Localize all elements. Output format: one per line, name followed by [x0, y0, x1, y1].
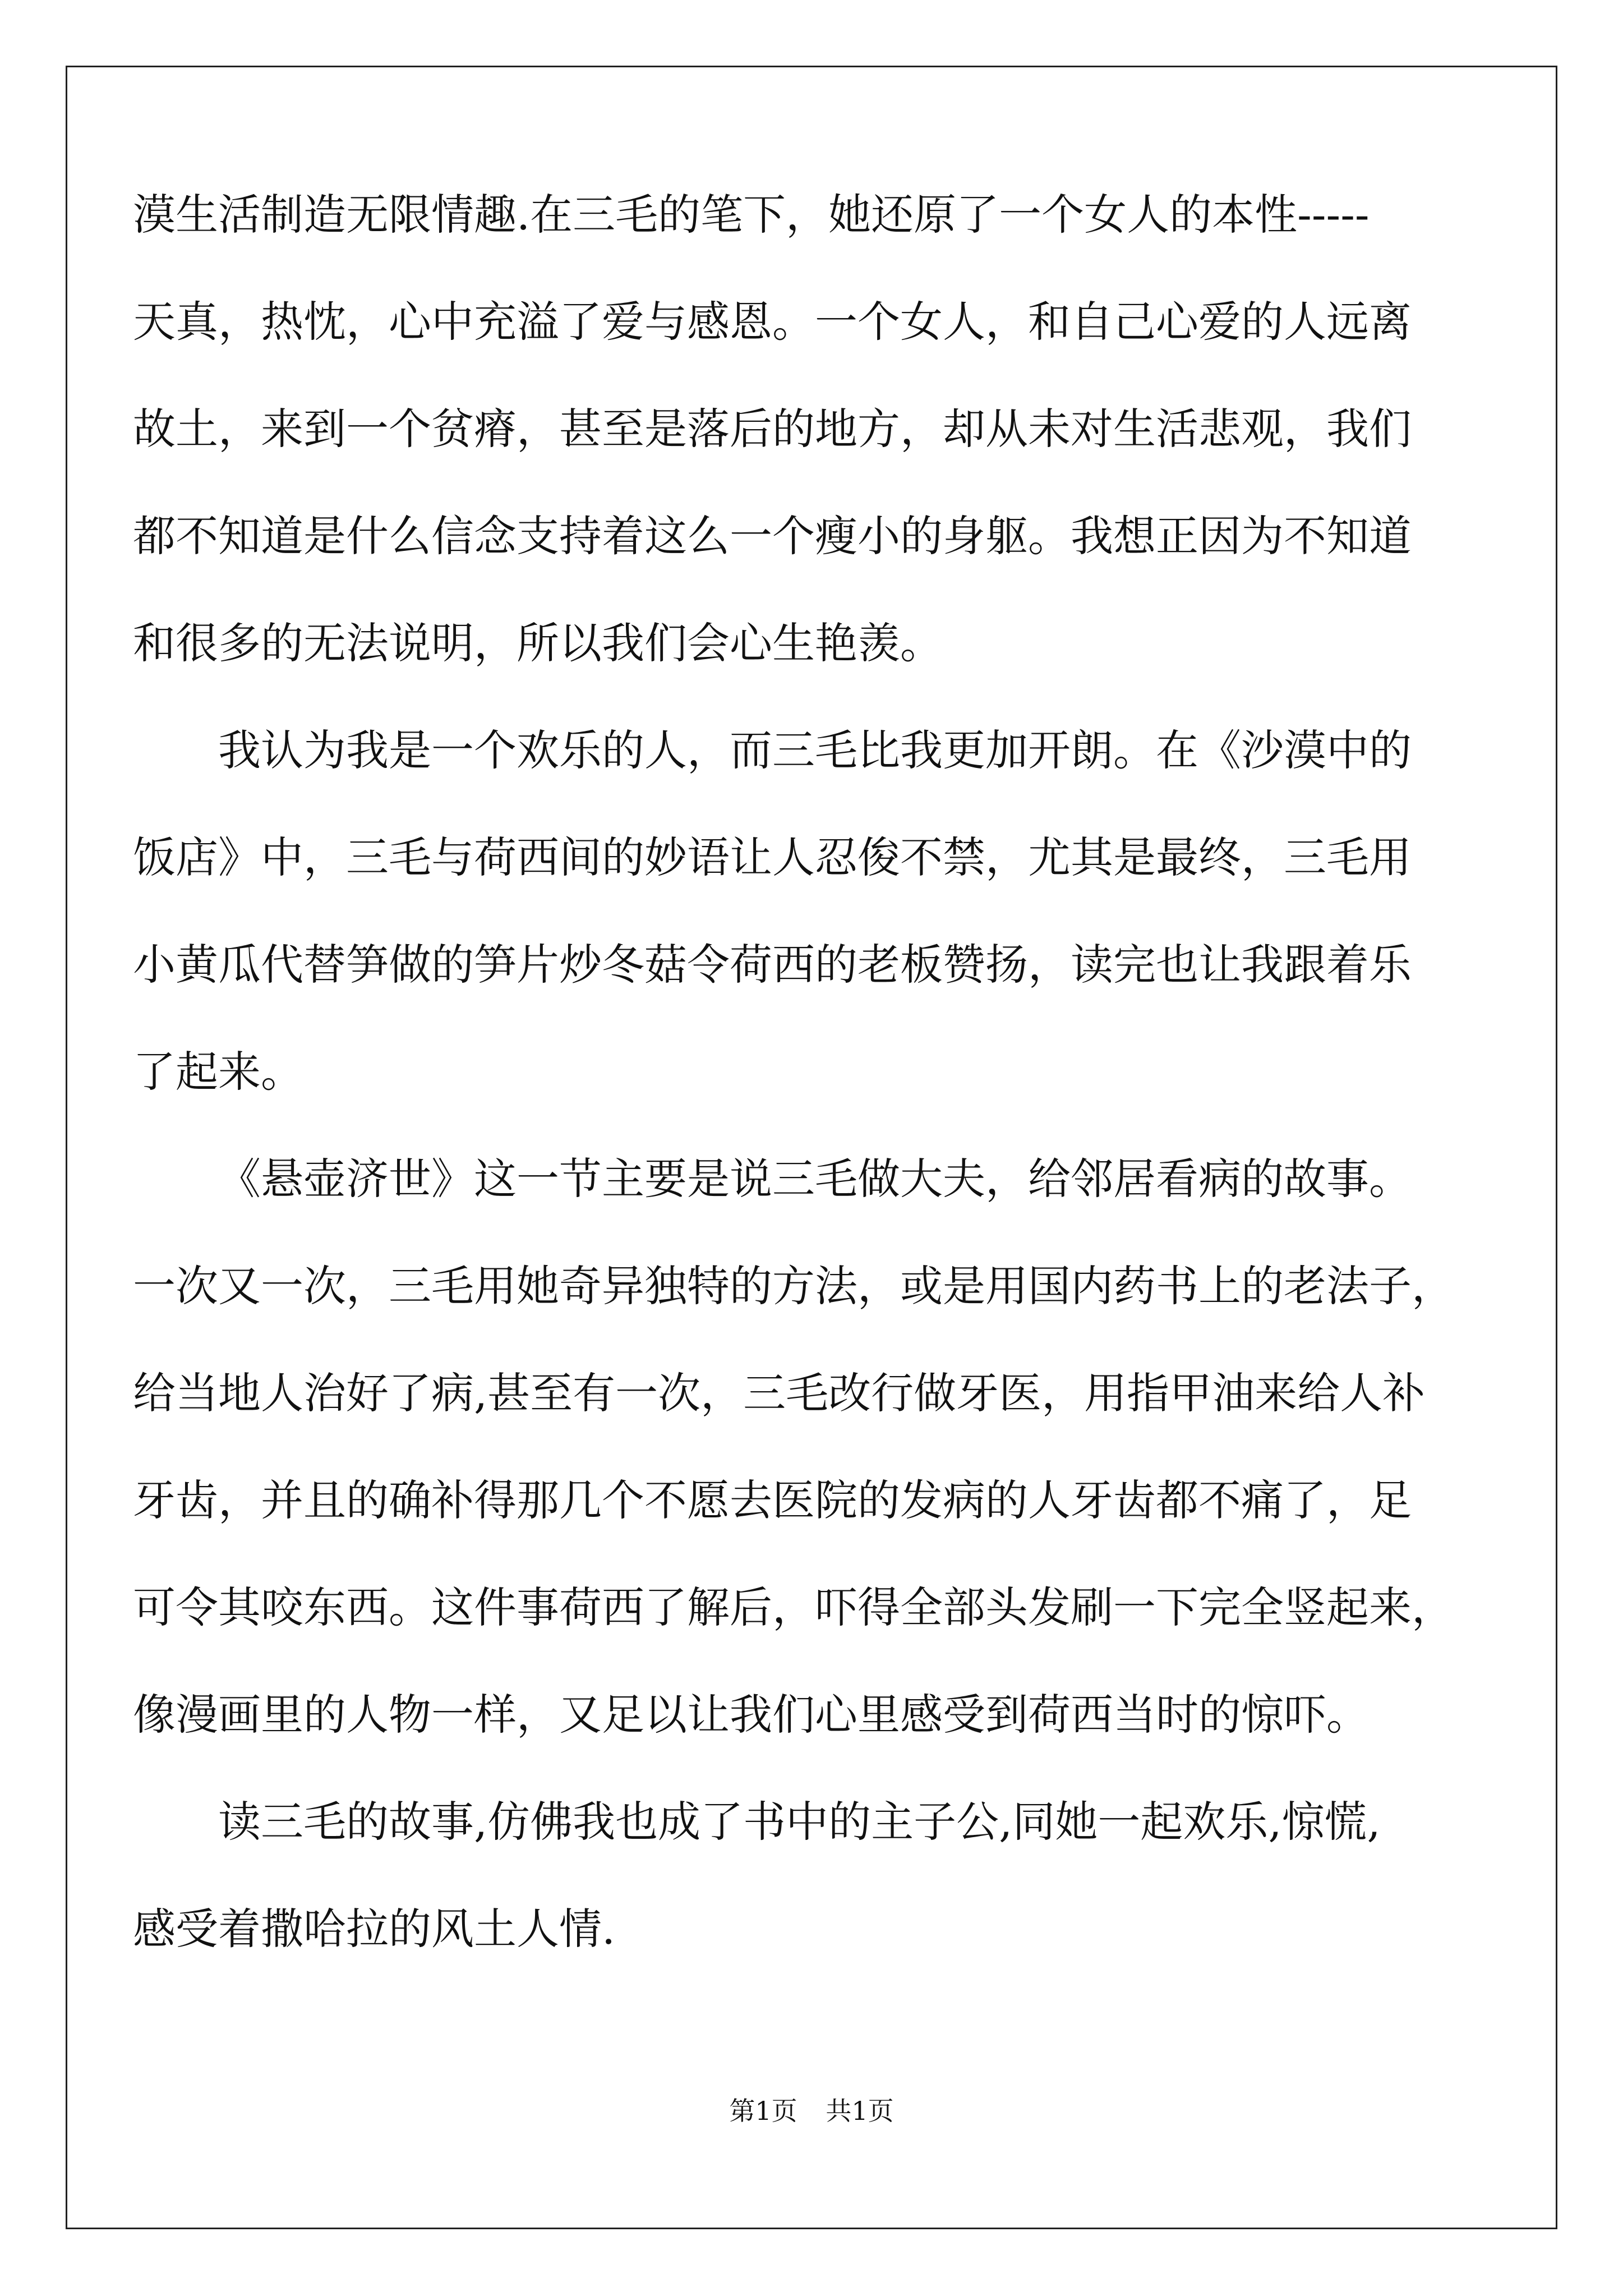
text-line: 像漫画里的人物一样，又足以让我们心里感受到荷西当时的惊吓。 — [133, 1690, 1369, 1740]
page-number-current: 第1页 — [729, 2096, 797, 2126]
text-line: 给当地人治好了病,甚至有一次，三毛改行做牙医，用指甲油来给人补 — [133, 1368, 1426, 1418]
text-line: 感受着撒哈拉的风土人情. — [133, 1904, 616, 1954]
paragraph — [133, 190, 1445, 729]
text-line: 可令其咬东西。这件事荷西了解后，吓得全部头发刷一下完全竖起来， — [133, 1582, 1454, 1632]
text-line: 了起来。 — [133, 1047, 303, 1097]
page-number-total: 共1页 — [826, 2096, 894, 2126]
text-line: 一次又一次，三毛用她奇异独特的方法，或是用国内药书上的老法子， — [133, 1261, 1454, 1311]
text-line: 牙齿，并且的确补得那几个不愿去医院的发病的人牙齿都不痛了，足 — [133, 1475, 1412, 1525]
text-line: 故土，来到一个贫瘠，甚至是落后的地方，却从未对生活悲观，我们 — [133, 404, 1412, 454]
text-line: 漠生活制造无限情趣.在三毛的笔下，她还原了一个女人的本性----- — [133, 190, 1370, 240]
text-line: 天真，热忱，心中充溢了爱与感恩。一个女人，和自己心爱的人远离 — [133, 297, 1412, 347]
text-line: 饭店》中，三毛与荷西间的妙语让人忍俊不禁，尤其是最终，三毛用 — [133, 832, 1412, 882]
page-footer — [0, 2098, 1623, 2124]
paragraph — [133, 1154, 1454, 1801]
document-body — [133, 190, 1454, 2015]
text-line: 读三毛的故事,仿佛我也成了书中的主子公,同她一起欢乐,惊慌, — [218, 1797, 1381, 1847]
text-line: 都不知道是什么信念支持着这么一个瘦小的身躯。我想正因为不知道 — [133, 511, 1412, 561]
text-line: 小黄瓜代替笋做的笋片炒冬菇令荷西的老板赞扬，读完也让我跟着乐 — [133, 940, 1412, 990]
text-line: 和很多的无法说明，所以我们会心生艳羡。 — [133, 618, 943, 668]
text-line: 我认为我是一个欢乐的人，而三毛比我更加开朗。在《沙漠中的 — [218, 725, 1412, 775]
text-line: 《悬壶济世》这一节主要是说三毛做大夫，给邻居看病的故事。 — [218, 1154, 1412, 1204]
paragraph — [133, 725, 1445, 1158]
paragraph — [133, 1797, 1445, 2015]
